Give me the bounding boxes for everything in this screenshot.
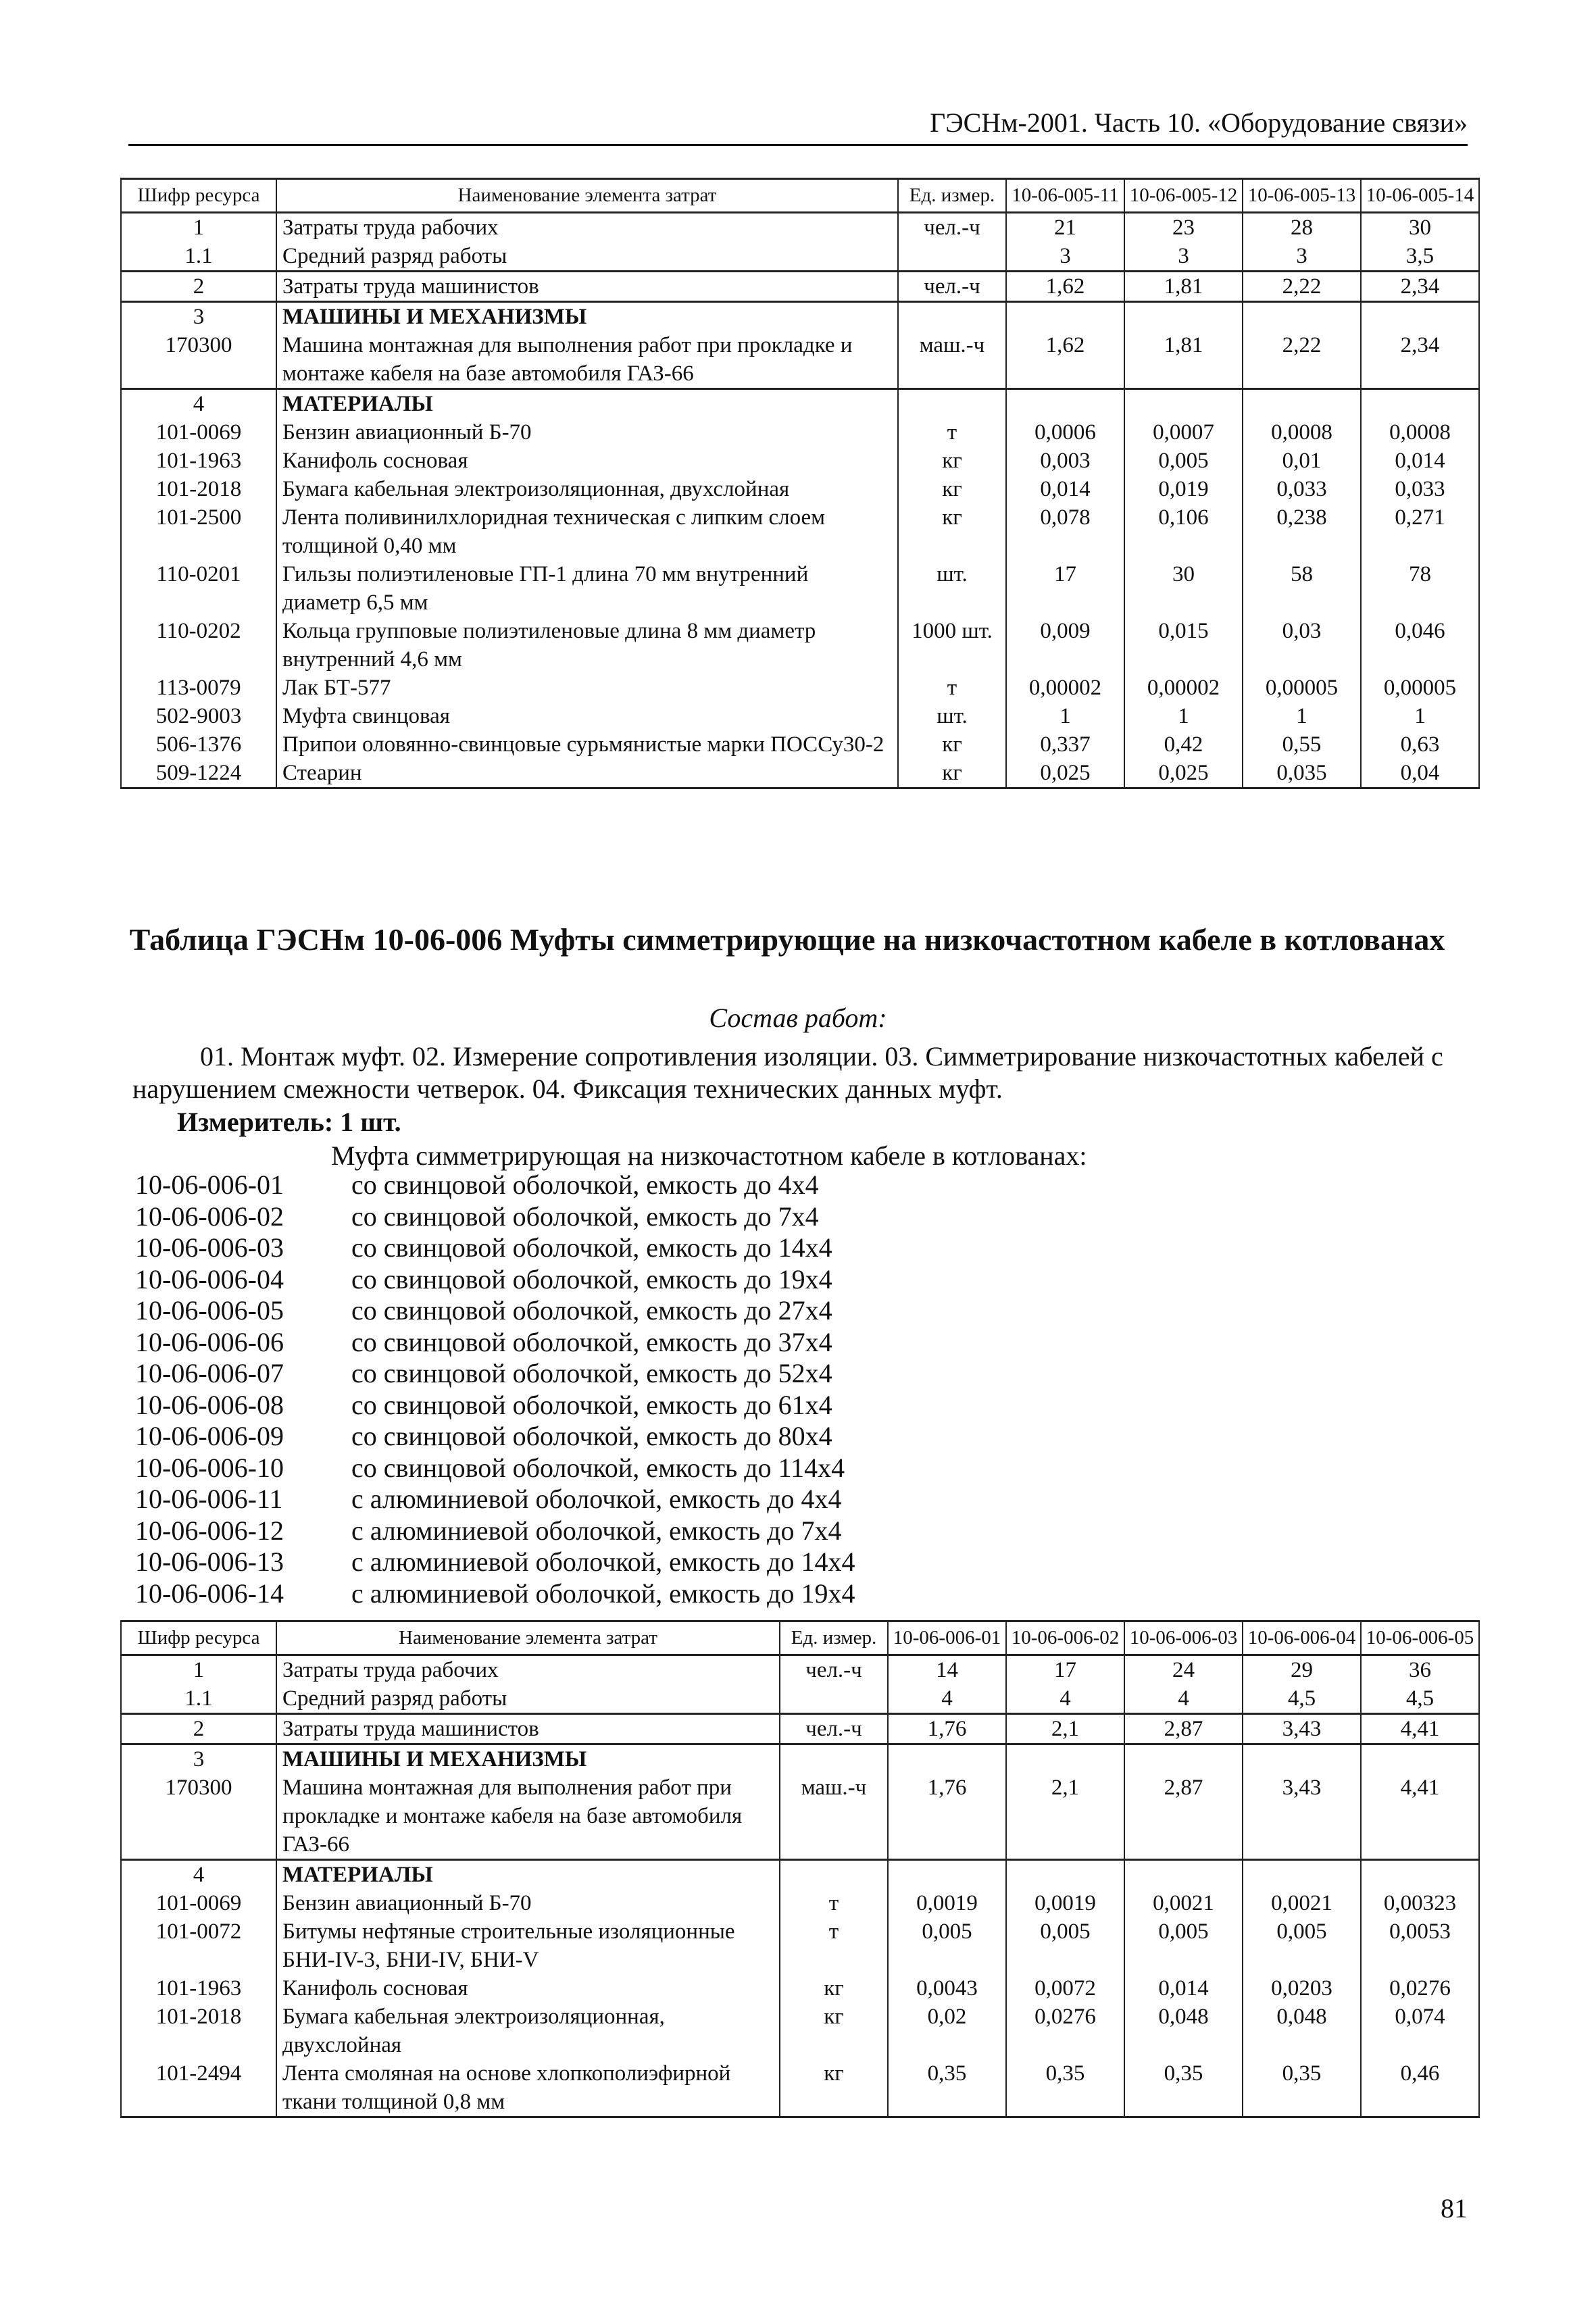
table-header-row [121,179,1479,213]
value-cell: 2,87 [1124,1714,1243,1744]
page-number: 81 [1441,2193,1468,2223]
value-cell: 14 [888,1655,1006,1685]
value-cell: 0,106 [1124,503,1243,560]
cost-item-name: Машина монтажная для выполнения работ при прокладке и монтаже кабеля на базе автомобиля ГАЗ-66 [276,331,898,389]
item-description: со свинцовой оболочкой, емкость до 27х4 [351,1295,832,1326]
item-description: с алюминиевой оболочкой, емкость до 14х4 [351,1546,855,1577]
resource-code: 1.1 [121,1684,276,1714]
unit-cell: т [780,1917,888,1974]
value-cell: 0,003 [1006,447,1124,475]
value-cell [1243,1860,1361,1890]
value-cell [1124,302,1243,332]
cost-item-name: Машина монтажная для выполнения работ при прокладке и монтаже кабеля на базе автомобиля ГАЗ-66 [276,1774,780,1860]
value-cell: 1 [1006,702,1124,730]
resource-code: 101-1963 [121,447,276,475]
unit-cell [780,1684,888,1714]
table-row [121,272,1479,302]
resource-code: 101-2494 [121,2059,276,2117]
value-cell: 1,76 [888,1714,1006,1744]
value-cell: 2,34 [1361,331,1479,389]
item-description: со свинцовой оболочкой, емкость до 80х4 [351,1421,832,1451]
value-cell: 3,43 [1243,1774,1361,1860]
value-cell: 4,41 [1361,1774,1479,1860]
cost-item-name: Канифоль сосновая [276,447,898,475]
item-description: со свинцовой оболочкой, емкость до 7х4 [351,1201,819,1232]
table-row [121,1714,1479,1744]
table-row [121,331,1479,389]
header-code: Шифр ресурса [121,1621,276,1655]
value-cell: 0,005 [1124,1917,1243,1974]
value-cell: 0,033 [1361,475,1479,503]
value-cell: 1 [1243,702,1361,730]
resource-code: 509-1224 [121,759,276,788]
list-item [135,1201,855,1233]
table-row [121,475,1479,503]
value-cell: 30 [1124,560,1243,617]
header-col-4: 10-06-005-14 [1361,179,1479,213]
value-cell: 0,03 [1243,617,1361,674]
value-cell [1006,389,1124,419]
work-composition-text: 01. Монтаж муфт. 02. Измерение сопротивления изоляции. 03. Симметрирование низкочастотных кабелей с нарушением смежности четверок. 04. Фиксация технических данных муфт. [132,1041,1443,1104]
unit-cell: маш.-ч [898,331,1006,389]
value-cell: 24 [1124,1655,1243,1685]
unit-cell: шт. [898,702,1006,730]
list-item [135,1232,855,1264]
value-cell: 0,005 [1243,1917,1361,1974]
item-description: со свинцовой оболочкой, емкость до 114х4 [351,1452,845,1483]
table-row [121,1684,1479,1714]
unit-cell [898,242,1006,272]
resource-code: 3 [121,302,276,332]
unit-cell [780,1860,888,1890]
value-cell: 0,074 [1361,2003,1479,2059]
cost-item-name: МАШИНЫ И МЕХАНИЗМЫ [276,1744,780,1774]
value-cell [1361,1744,1479,1774]
header-name: Наименование элемента затрат [276,1621,780,1655]
table-row [121,1974,1479,2003]
table-row [121,302,1479,332]
value-cell: 0,00002 [1006,674,1124,702]
table-header-row [121,1621,1479,1655]
resource-code: 101-1963 [121,1974,276,2003]
table-row [121,418,1479,447]
value-cell: 0,35 [1243,2059,1361,2117]
item-description: с алюминиевой оболочкой, емкость до 19х4 [351,1578,855,1609]
table-row [121,503,1479,560]
resource-code: 110-0201 [121,560,276,617]
unit-cell: кг [780,2059,888,2117]
value-cell: 29 [1243,1655,1361,1685]
header-unit: Ед. измер. [780,1621,888,1655]
value-cell: 0,04 [1361,759,1479,788]
value-cell: 2,1 [1006,1714,1124,1744]
cost-item-name: Затраты труда машинистов [276,272,898,302]
table-row [121,702,1479,730]
resource-code: 170300 [121,331,276,389]
value-cell: 0,55 [1243,730,1361,759]
list-item [135,1327,855,1359]
item-code: 10-06-006-11 [135,1484,283,1514]
unit-cell [780,1744,888,1774]
value-cell: 0,015 [1124,617,1243,674]
table-row [121,674,1479,702]
resource-code: 2 [121,1714,276,1744]
item-description: с алюминиевой оболочкой, емкость до 4х4 [351,1484,842,1514]
item-description: со свинцовой оболочкой, емкость до 4х4 [351,1169,819,1200]
value-cell: 0,014 [1361,447,1479,475]
value-cell [1124,389,1243,419]
value-cell: 0,0021 [1124,1889,1243,1917]
resource-code: 113-0079 [121,674,276,702]
header-code: Шифр ресурса [121,179,276,213]
unit-cell: чел.-ч [780,1655,888,1685]
cost-item-name: Лак БТ-577 [276,674,898,702]
resource-code: 110-0202 [121,617,276,674]
table-row [121,617,1479,674]
value-cell: 0,0053 [1361,1917,1479,1974]
resource-code: 101-2500 [121,503,276,560]
value-cell: 0,035 [1243,759,1361,788]
value-cell: 0,025 [1006,759,1124,788]
header-col-2: 10-06-005-12 [1124,179,1243,213]
value-cell [1361,302,1479,332]
list-item [135,1295,855,1327]
resource-code: 4 [121,1860,276,1890]
item-code: 10-06-006-13 [135,1546,284,1577]
cost-item-name: Затраты труда машинистов [276,1714,780,1744]
unit-cell: т [780,1889,888,1917]
unit-cell: кг [898,447,1006,475]
item-description: с алюминиевой оболочкой, емкость до 7х4 [351,1515,842,1546]
cost-item-name: Стеарин [276,759,898,788]
item-code: 10-06-006-02 [135,1201,284,1232]
value-cell: 3,5 [1361,242,1479,272]
item-code: 10-06-006-01 [135,1169,284,1200]
table-row [121,242,1479,272]
value-cell: 0,0021 [1243,1889,1361,1917]
value-cell: 0,005 [1124,447,1243,475]
unit-cell: чел.-ч [898,213,1006,243]
value-cell: 0,00005 [1361,674,1479,702]
resource-code: 506-1376 [121,730,276,759]
value-cell: 2,1 [1006,1774,1124,1860]
value-cell: 0,00005 [1243,674,1361,702]
header-unit: Ед. измер. [898,179,1006,213]
value-cell: 0,0072 [1006,1974,1124,2003]
list-item [135,1484,855,1515]
value-cell: 1,81 [1124,331,1243,389]
header-col-2: 10-06-006-02 [1006,1621,1124,1655]
table-row [121,213,1479,243]
table-row [121,759,1479,788]
value-cell: 2,34 [1361,272,1479,302]
cost-item-name: МАТЕРИАЛЫ [276,389,898,419]
cost-item-name: Гильзы полиэтиленовые ГП-1 длина 70 мм внутренний диаметр 6,5 мм [276,560,898,617]
unit-cell: кг [898,503,1006,560]
table-title: Таблица ГЭСНм 10-06-006 Муфты симметрирующие на низкочастотном кабеле в котлованах [129,922,1445,957]
cost-item-name: Затраты труда рабочих [276,1655,780,1685]
value-cell: 0,005 [888,1917,1006,1974]
value-cell: 0,0007 [1124,418,1243,447]
value-cell: 0,35 [888,2059,1006,2117]
value-cell: 4 [1006,1684,1124,1714]
resource-code: 101-2018 [121,2003,276,2059]
value-cell: 0,0276 [1361,1974,1479,2003]
item-description: со свинцовой оболочкой, емкость до 52х4 [351,1358,832,1388]
list-item [135,1515,855,1547]
value-cell: 1 [1124,702,1243,730]
table-row [121,447,1479,475]
value-cell: 2,87 [1124,1774,1243,1860]
table-row [121,389,1479,419]
measure-unit: Измеритель: 1 шт. [177,1107,401,1137]
cost-item-name: Бензин авиационный Б-70 [276,418,898,447]
table-row [121,1744,1479,1774]
value-cell: 0,0008 [1243,418,1361,447]
value-cell: 0,046 [1361,617,1479,674]
value-cell [1124,1860,1243,1890]
cost-item-name: Средний разряд работы [276,1684,780,1714]
value-cell: 0,005 [1006,1917,1124,1974]
value-cell [1361,1860,1479,1890]
table-row [121,1889,1479,1917]
value-cell: 0,271 [1361,503,1479,560]
unit-cell: чел.-ч [780,1714,888,1744]
list-item [135,1453,855,1484]
item-code: 10-06-006-10 [135,1452,284,1483]
table-row [121,1655,1479,1685]
resource-code: 170300 [121,1774,276,1860]
group-label: Муфта симметрирующая на низкочастотном кабеле в котлованах: [331,1140,1087,1171]
value-cell [1006,1744,1124,1774]
value-cell: 0,025 [1124,759,1243,788]
value-cell: 0,0006 [1006,418,1124,447]
value-cell: 3 [1243,242,1361,272]
resource-code: 1 [121,1655,276,1685]
resource-code: 1.1 [121,242,276,272]
unit-cell: т [898,674,1006,702]
list-item [135,1390,855,1422]
list-item [135,1358,855,1390]
resource-code: 101-0069 [121,418,276,447]
value-cell: 0,0019 [888,1889,1006,1917]
cost-item-name: Припои оловянно-свинцовые сурьмянистые марки ПОССу30-2 [276,730,898,759]
header-col-3: 10-06-005-13 [1243,179,1361,213]
value-cell: 4,5 [1243,1684,1361,1714]
value-cell [888,1860,1006,1890]
value-cell: 4,41 [1361,1714,1479,1744]
value-cell: 2,22 [1243,331,1361,389]
item-description: со свинцовой оболочкой, емкость до 14х4 [351,1232,832,1263]
item-code: 10-06-006-14 [135,1578,284,1609]
list-item [135,1421,855,1453]
item-description: со свинцовой оболочкой, емкость до 61х4 [351,1389,832,1420]
value-cell: 0,0043 [888,1974,1006,2003]
value-cell: 0,00002 [1124,674,1243,702]
table-row [121,560,1479,617]
value-cell: 0,0203 [1243,1974,1361,2003]
value-cell: 0,009 [1006,617,1124,674]
resource-code: 101-0072 [121,1917,276,1974]
norm-items-list [135,1169,855,1609]
value-cell: 0,00323 [1361,1889,1479,1917]
unit-cell: кг [780,1974,888,2003]
value-cell: 0,0008 [1361,418,1479,447]
value-cell: 58 [1243,560,1361,617]
value-cell [1243,302,1361,332]
resource-code: 101-0069 [121,1889,276,1917]
cost-item-name: Битумы нефтяные строительные изоляционные БНИ-IV-3, БНИ-IV, БНИ-V [276,1917,780,1974]
value-cell [1124,1744,1243,1774]
unit-cell [898,389,1006,419]
value-cell: 4 [1124,1684,1243,1714]
value-cell: 0,42 [1124,730,1243,759]
cost-item-name: Кольца групповые полиэтиленовые длина 8 мм диаметр внутренний 4,6 мм [276,617,898,674]
cost-item-name: Средний разряд работы [276,242,898,272]
table-row [121,2059,1479,2117]
value-cell: 0,238 [1243,503,1361,560]
cost-item-name: Бумага кабельная электроизоляционная, двухслойная [276,2003,780,2059]
unit-cell: кг [780,2003,888,2059]
value-cell: 78 [1361,560,1479,617]
header-col-4: 10-06-006-04 [1243,1621,1361,1655]
item-code: 10-06-006-03 [135,1232,284,1263]
header-col-5: 10-06-006-05 [1361,1621,1479,1655]
list-item [135,1546,855,1578]
value-cell: 0,019 [1124,475,1243,503]
value-cell: 0,048 [1243,2003,1361,2059]
header-col-1: 10-06-006-01 [888,1621,1006,1655]
cost-item-name: Муфта свинцовая [276,702,898,730]
norms-table-10-06-005 [120,178,1480,789]
list-item [135,1169,855,1201]
value-cell: 1,76 [888,1774,1006,1860]
cost-item-name: МАШИНЫ И МЕХАНИЗМЫ [276,302,898,332]
value-cell [1243,1744,1361,1774]
cost-item-name: Бумага кабельная электроизоляционная, двухслойная [276,475,898,503]
value-cell [1361,389,1479,419]
value-cell: 17 [1006,1655,1124,1685]
header-col-1: 10-06-005-11 [1006,179,1124,213]
value-cell: 21 [1006,213,1124,243]
value-cell: 0,0276 [1006,2003,1124,2059]
value-cell: 0,033 [1243,475,1361,503]
table-row [121,1774,1479,1860]
item-code: 10-06-006-12 [135,1515,284,1546]
value-cell [1006,302,1124,332]
value-cell: 0,02 [888,2003,1006,2059]
unit-cell: шт. [898,560,1006,617]
value-cell: 1,62 [1006,331,1124,389]
value-cell: 36 [1361,1655,1479,1685]
cost-item-name: Канифоль сосновая [276,1974,780,2003]
value-cell: 3 [1006,242,1124,272]
value-cell: 1,81 [1124,272,1243,302]
value-cell: 0,35 [1006,2059,1124,2117]
cost-item-name: Затраты труда рабочих [276,213,898,243]
unit-cell: чел.-ч [898,272,1006,302]
value-cell: 17 [1006,560,1124,617]
list-item [135,1264,855,1296]
value-cell: 2,22 [1243,272,1361,302]
cost-item-name: Лента поливинилхлоридная техническая с липким слоем толщиной 0,40 мм [276,503,898,560]
value-cell: 4 [888,1684,1006,1714]
header-col-3: 10-06-006-03 [1124,1621,1243,1655]
unit-cell: т [898,418,1006,447]
resource-code: 502-9003 [121,702,276,730]
value-cell: 0,014 [1124,1974,1243,2003]
unit-cell: кг [898,475,1006,503]
value-cell: 0,078 [1006,503,1124,560]
value-cell: 0,63 [1361,730,1479,759]
unit-cell: кг [898,730,1006,759]
value-cell: 0,46 [1361,2059,1479,2117]
unit-cell: кг [898,759,1006,788]
value-cell: 0,0019 [1006,1889,1124,1917]
value-cell: 0,337 [1006,730,1124,759]
value-cell: 1 [1361,702,1479,730]
norms-table-10-06-006 [120,1620,1480,2118]
value-cell: 4,5 [1361,1684,1479,1714]
table-row [121,1860,1479,1890]
resource-code: 4 [121,389,276,419]
value-cell: 1,62 [1006,272,1124,302]
unit-cell [898,302,1006,332]
value-cell: 23 [1124,213,1243,243]
value-cell: 0,35 [1124,2059,1243,2117]
item-code: 10-06-006-06 [135,1326,284,1357]
value-cell: 0,01 [1243,447,1361,475]
value-cell: 3,43 [1243,1714,1361,1744]
unit-cell: маш.-ч [780,1774,888,1860]
resource-code: 2 [121,272,276,302]
cost-item-name: Лента смоляная на основе хлопкополиэфирной ткани толщиной 0,8 мм [276,2059,780,2117]
table-row [121,1917,1479,1974]
item-code: 10-06-006-05 [135,1295,284,1326]
value-cell: 3 [1124,242,1243,272]
value-cell: 28 [1243,213,1361,243]
item-code: 10-06-006-04 [135,1263,284,1294]
resource-code: 3 [121,1744,276,1774]
header-name: Наименование элемента затрат [276,179,898,213]
value-cell: 0,014 [1006,475,1124,503]
resource-code: 101-2018 [121,475,276,503]
unit-cell: 1000 шт. [898,617,1006,674]
table-row [121,2003,1479,2059]
cost-item-name: МАТЕРИАЛЫ [276,1860,780,1890]
value-cell [1006,1860,1124,1890]
item-code: 10-06-006-07 [135,1358,284,1388]
item-code: 10-06-006-09 [135,1421,284,1451]
list-item [135,1578,855,1610]
value-cell [1243,389,1361,419]
resource-code: 1 [121,213,276,243]
item-code: 10-06-006-08 [135,1389,284,1420]
cost-item-name: Бензин авиационный Б-70 [276,1889,780,1917]
table-row [121,730,1479,759]
value-cell: 30 [1361,213,1479,243]
value-cell [888,1744,1006,1774]
running-header: ГЭСНм-2001. Часть 10. «Оборудование связи» [128,107,1468,146]
item-description: со свинцовой оболочкой, емкость до 37х4 [351,1326,832,1357]
work-composition-label: Состав работ: [709,1003,887,1033]
item-description: со свинцовой оболочкой, емкость до 19х4 [351,1263,832,1294]
value-cell: 0,048 [1124,2003,1243,2059]
